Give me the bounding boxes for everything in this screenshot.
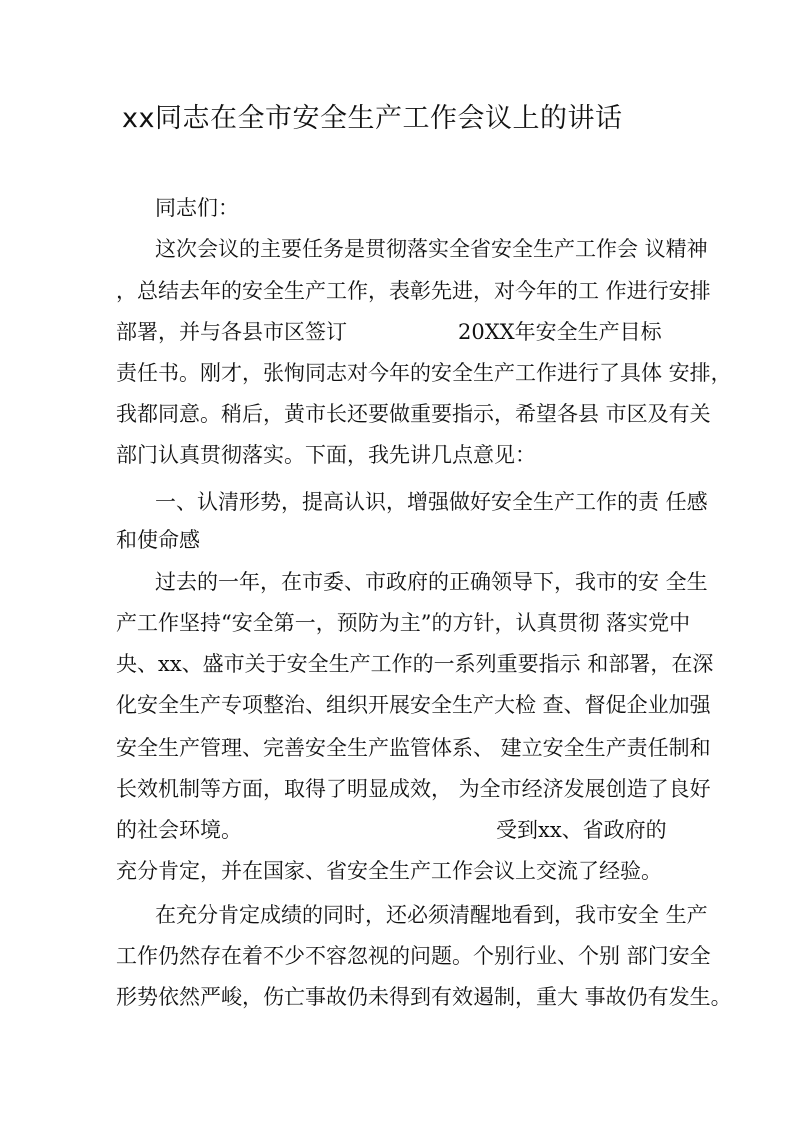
section-heading-cont: 和使命感 xyxy=(116,528,200,552)
body-line: 过去的一年，在市委、市政府的正确领导下，我市的安 全生 xyxy=(155,570,708,594)
body-line: 产工作坚持“安全第一，预防为主”的方针，认真贯彻 落实党中 xyxy=(116,611,691,635)
body-line: 化安全生产专项整治、组织开展安全生产大检 查、督促企业加强 xyxy=(116,693,711,717)
body-line-fragment: 受到xx、省政府的 xyxy=(496,818,667,842)
document-title: xx同志在全市安全生产工作会议上的讲话 xyxy=(122,103,623,134)
body-line: 安全生产管理、完善安全生产监管体系、 建立安全生产责任制和 xyxy=(116,736,711,760)
body-line: 央、xx、盛市关于安全生产工作的一系列重要指示 和部署，在深 xyxy=(116,652,714,676)
salutation: 同志们： xyxy=(155,196,239,220)
body-line: 我都同意。稍后，黄市长还要做重要指示，希望各县 市区及有关 xyxy=(116,402,711,426)
body-line: 部门认真贯彻落实。下面，我先讲几点意见： xyxy=(116,443,536,467)
body-line: 责任书。刚才，张恂同志对今年的安全生产工作进行了具体 安排， xyxy=(116,361,732,385)
body-line: 形势依然严峻，伤亡事故仍未得到有效遏制，重大 事故仍有发生。 xyxy=(116,985,732,1009)
body-line: 长效机制等方面，取得了明显成效， 为全市经济发展创造了良好 xyxy=(116,777,711,801)
body-line-fragment: 20XX年安全生产目标 xyxy=(458,320,662,344)
body-line: 部署，并与各县市区签订 xyxy=(116,320,347,344)
body-line: 这次会议的主要任务是贯彻落实全省安全生产工作会 议精神 xyxy=(155,237,708,261)
body-line: 充分肯定，并在国家、省安全生产工作会议上交流了经验。 xyxy=(116,859,662,883)
body-line: 工作仍然存在着不少不容忽视的问题。个别行业、个别 部门安全 xyxy=(116,944,711,968)
body-line: 在充分肯定成绩的同时，还必须清醒地看到，我市安全 生产 xyxy=(155,903,708,927)
section-heading: 一、认清形势，提高认识，增强做好安全生产工作的责 任感 xyxy=(155,490,708,514)
body-line: 的社会环境。 xyxy=(116,818,242,842)
body-line: ，总结去年的安全生产工作，表彰先进，对今年的工 作进行安排 xyxy=(116,279,711,303)
